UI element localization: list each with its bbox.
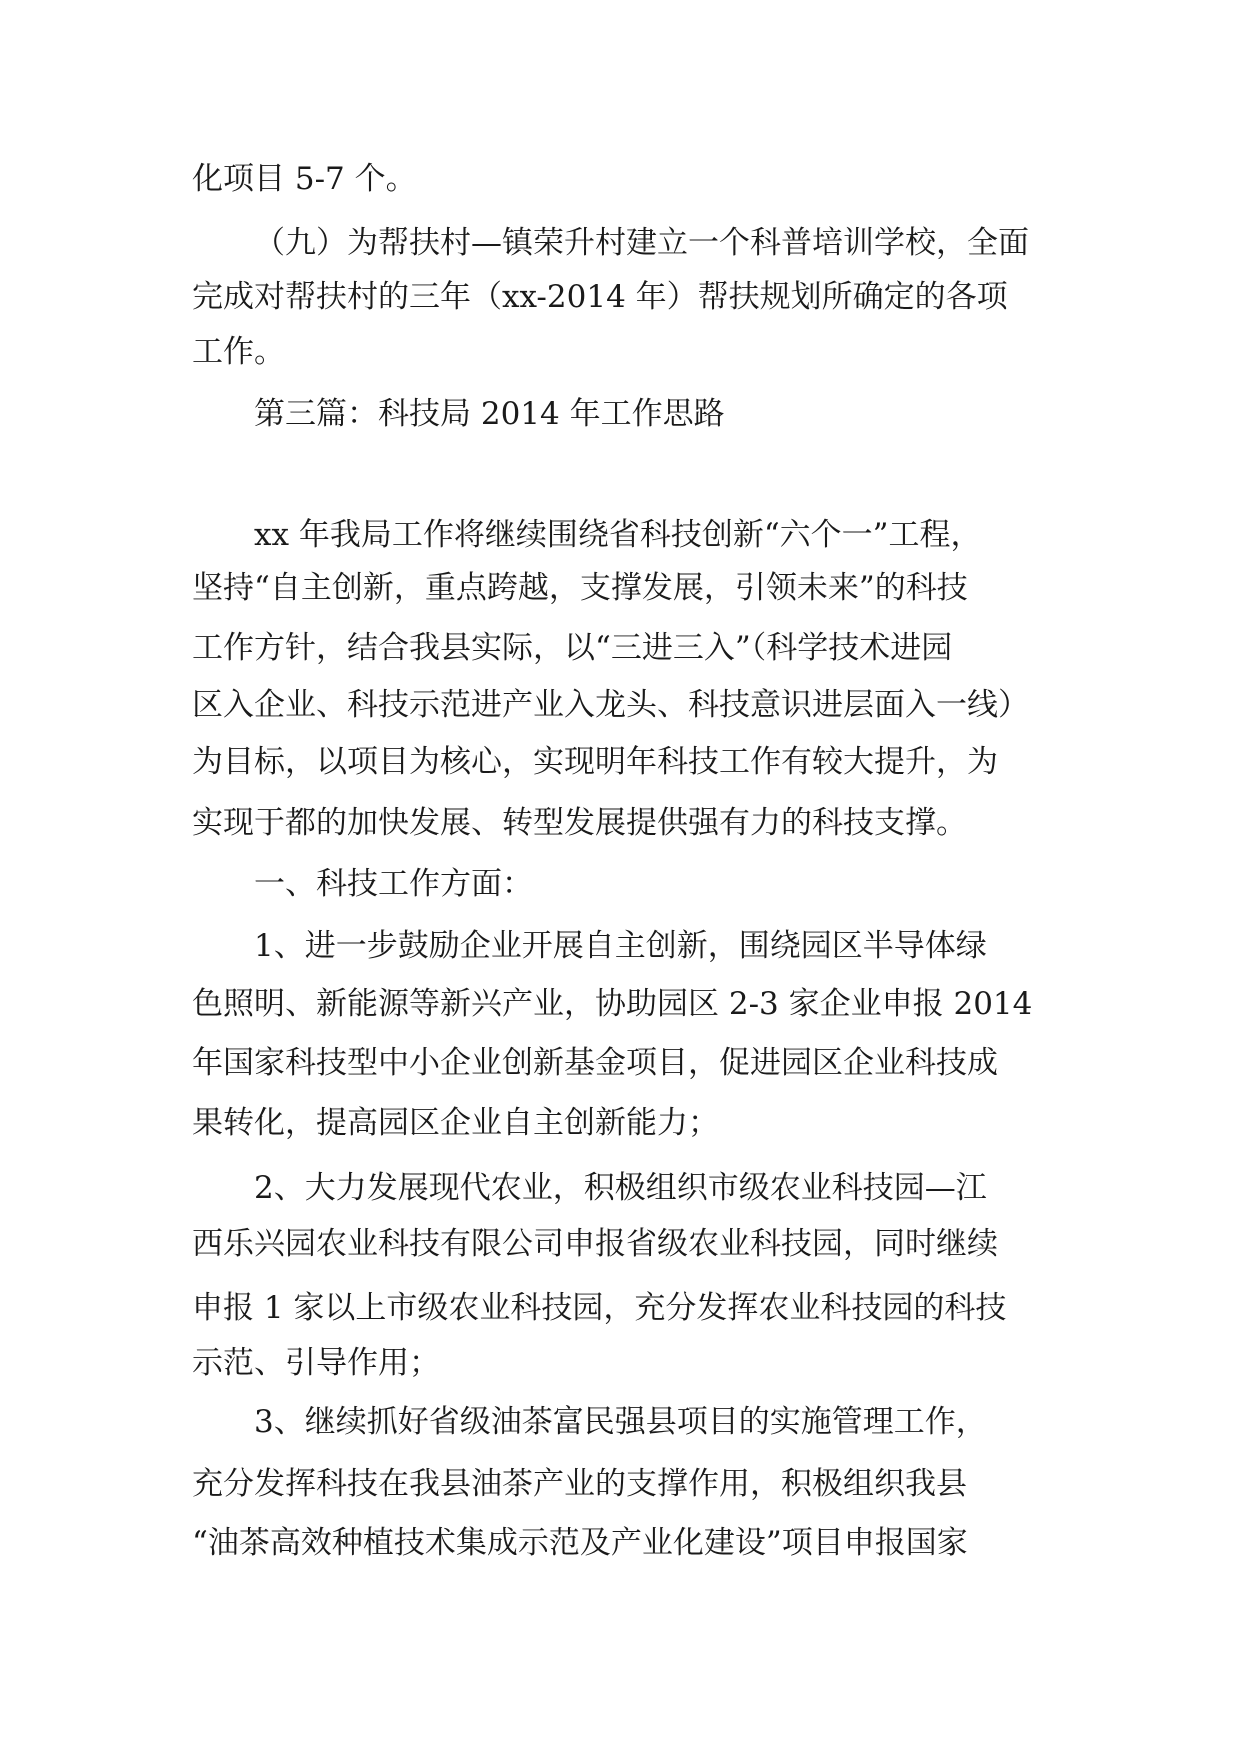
body-line: 西乐兴园农业科技有限公司申报省级农业科技园，同时继续 xyxy=(192,1226,998,1262)
body-line: 实现于都的加快发展、转型发展提供强有力的科技支撑。 xyxy=(192,805,967,841)
body-line: 充分发挥科技在我县油茶产业的支撑作用，积极组织我县 xyxy=(192,1466,967,1502)
body-line: （九）为帮扶村—镇荣升村建立一个科普培训学校，全面 xyxy=(254,225,1029,261)
body-line: 工作。 xyxy=(192,334,285,370)
body-line: xx 年我局工作将继续围绕省科技创新“六个一”工程， xyxy=(254,517,982,553)
body-line: 坚持“自主创新，重点跨越，支撑发展，引领未来”的科技 xyxy=(192,570,968,606)
body-line: 区入企业、科技示范进产业入龙头、科技意识进层面入一线） xyxy=(192,687,1029,723)
body-line: 工作方针，结合我县实际，以“三进三入”（科学技术进园 xyxy=(192,630,953,666)
body-line: 色照明、新能源等新兴产业，协助园区 2-3 家企业申报 2014 xyxy=(192,986,1033,1022)
body-line: 完成对帮扶村的三年（xx-2014 年）帮扶规划所确定的各项 xyxy=(192,279,1008,315)
subheading: 一、科技工作方面： xyxy=(254,866,533,902)
body-line: 为目标，以项目为核心，实现明年科技工作有较大提升，为 xyxy=(192,744,998,780)
body-line: 申报 1 家以上市级农业科技园，充分发挥农业科技园的科技 xyxy=(192,1290,1007,1326)
body-line: 化项目 5-7 个。 xyxy=(192,161,417,197)
body-line: 示范、引导作用； xyxy=(192,1345,440,1381)
section-heading: 第三篇：科技局 2014 年工作思路 xyxy=(254,396,725,432)
body-line: 1、进一步鼓励企业开展自主创新，围绕园区半导体绿 xyxy=(254,928,987,964)
body-line: 年国家科技型中小企业创新基金项目，促进园区企业科技成 xyxy=(192,1045,998,1081)
body-line: 3、继续抓好省级油茶富民强县项目的实施管理工作， xyxy=(254,1404,987,1440)
body-line: 果转化，提高园区企业自主创新能力； xyxy=(192,1105,719,1141)
body-line: 2、大力发展现代农业，积极组织市级农业科技园—江 xyxy=(254,1170,987,1206)
body-line: “油茶高效种植技术集成示范及产业化建设”项目申报国家 xyxy=(192,1525,968,1561)
